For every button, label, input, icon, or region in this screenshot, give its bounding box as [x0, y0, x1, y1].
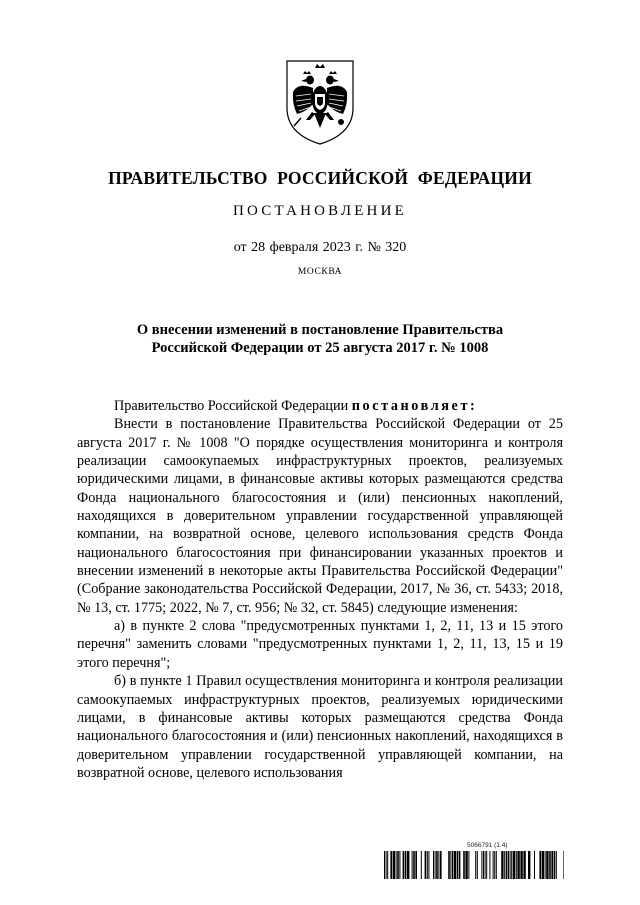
barcode-bar	[450, 851, 451, 879]
decree-date-number: от 28 февраля 2023 г. № 320	[233, 240, 407, 255]
barcode-bar	[454, 851, 456, 879]
barcode-bar	[459, 851, 461, 879]
government-title: ПРАВИТЕЛЬСТВО РОССИЙСКОЙ ФЕДЕРАЦИИ	[108, 168, 532, 188]
barcode-bar	[412, 851, 413, 879]
barcode-bar	[501, 851, 503, 879]
barcode-bar	[485, 851, 486, 879]
barcode-bar	[539, 851, 541, 879]
document-code: 5066791 (1.4)	[467, 842, 508, 849]
barcode-bar	[433, 851, 434, 879]
document-type: ПОСТАНОВЛЕНИЕ	[233, 203, 407, 219]
barcode-bar	[523, 851, 525, 879]
barcode-bar	[511, 851, 512, 879]
barcode-bar	[549, 851, 551, 879]
intro-prefix: Правительство Российской Федерации	[114, 398, 352, 414]
subject-line-1: О внесении изменений в постановление Правительства	[136, 322, 504, 338]
barcode-bar	[486, 851, 487, 879]
barcode-bar	[516, 851, 517, 879]
barcode-bar	[463, 851, 465, 879]
barcode-bar	[457, 851, 459, 879]
barcode-bar	[528, 851, 530, 879]
coat-of-arms-emblem	[284, 56, 356, 146]
paragraph-main: Внести в постановление Правительства Российской Федерации от 25 августа 2017 г. № 1008 "О порядке осуществления мониторинга и контроля реализации самоокупаемых инфраструктурных проектов, реализуемых юридическими лицами, в финансовые активы которых размещаются средства Фонда национального благосостояния и (или) пенсионных накоплений, находящихся в доверительном управлении государственной управляющей компании, на возвратной основе, целевого использования средств Фонда национального благосостояния при финансировании указанных проектов и внесении изменений в некоторые акты Правительства Российской Федерации" (Собрание законодательства Российской Федерации, 2017, № 36, ст. 5433; 2018, № 13, ст. 1775; 2022, № 7, ст. 956; № 32, ст. 5845) следующие изменения:	[77, 416, 563, 616]
barcode-bar	[384, 851, 385, 879]
barcode-bar	[520, 851, 522, 879]
barcode-bar	[415, 851, 417, 879]
barcode-bar	[483, 851, 484, 879]
subject-line-2: Российской Федерации от 25 августа 2017 г. № 1008	[151, 340, 489, 356]
barcode-bar	[506, 851, 508, 879]
barcode-bar	[413, 851, 415, 879]
barcode-bar	[475, 851, 476, 879]
barcode-bar	[396, 851, 397, 879]
barcode-icon	[384, 851, 564, 879]
decree-subject	[60, 321, 580, 357]
barcode-bar	[542, 851, 544, 879]
barcode-bar	[421, 851, 422, 879]
barcode-bar	[551, 851, 553, 879]
barcode-bar	[563, 851, 564, 879]
decree-body	[77, 397, 563, 782]
barcode-bar	[407, 851, 409, 879]
barcode-bar	[399, 851, 400, 879]
barcode-bar	[477, 851, 478, 879]
barcode-bar	[403, 851, 405, 879]
barcode-bar	[448, 851, 450, 879]
barcode-bar	[435, 851, 436, 879]
barcode-bar	[534, 851, 535, 879]
barcode-bar	[545, 851, 546, 879]
barcode-bar	[554, 851, 556, 879]
barcode-bar	[510, 851, 511, 879]
barcode-bar	[393, 851, 395, 879]
barcode-bar	[493, 851, 494, 879]
barcode-bar	[513, 851, 515, 879]
barcode-bar	[496, 851, 497, 879]
barcode-bar	[438, 851, 439, 879]
barcode-bar	[546, 851, 548, 879]
paragraph-b: б) в пункте 1 Правил осуществления мониторинга и контроля реализации самоокупаемых инфраструктурных проектов, реализуемых юридическими лицами, в финансовые активы которых размещаются средства Фонда национального благосостояния и (или) пенсионных накоплений, находящихся в доверительном управлении государственной управляющей компании, на возвратной основе, целевого использования	[77, 673, 563, 781]
barcode-bar	[405, 851, 407, 879]
barcode-bar	[436, 851, 438, 879]
barcode-bar	[481, 851, 482, 879]
barcode-bar	[425, 851, 427, 879]
barcode-bar	[465, 851, 467, 879]
barcode-bar	[508, 851, 509, 879]
barcode-bar	[390, 851, 392, 879]
paragraph-a: а) в пункте 2 слова "предусмотренных пунктами 1, 2, 11, 13 и 15 этого перечня" заменить словами "предусмотренных пунктами 1, 2, 11, 13, 15 и 19 этого перечня";	[77, 618, 563, 671]
barcode-bar	[468, 851, 469, 879]
barcode-bar	[440, 851, 442, 879]
barcode-bar	[504, 851, 505, 879]
barcode-bar	[397, 851, 399, 879]
barcode-bar	[427, 851, 428, 879]
barcode-bar	[494, 851, 495, 879]
barcode-bar	[452, 851, 453, 879]
barcode-bar	[517, 851, 519, 879]
barcode-bar	[556, 851, 557, 879]
barcode-bar	[386, 851, 387, 879]
barcode-bar	[387, 851, 388, 879]
double-headed-eagle-icon	[284, 56, 356, 146]
issue-city: МОСКВА	[297, 267, 343, 277]
barcode-bar	[428, 851, 429, 879]
intro-paragraph	[77, 397, 563, 415]
barcode-bar	[489, 851, 490, 879]
intro-verb: постановляет:	[351, 398, 478, 414]
